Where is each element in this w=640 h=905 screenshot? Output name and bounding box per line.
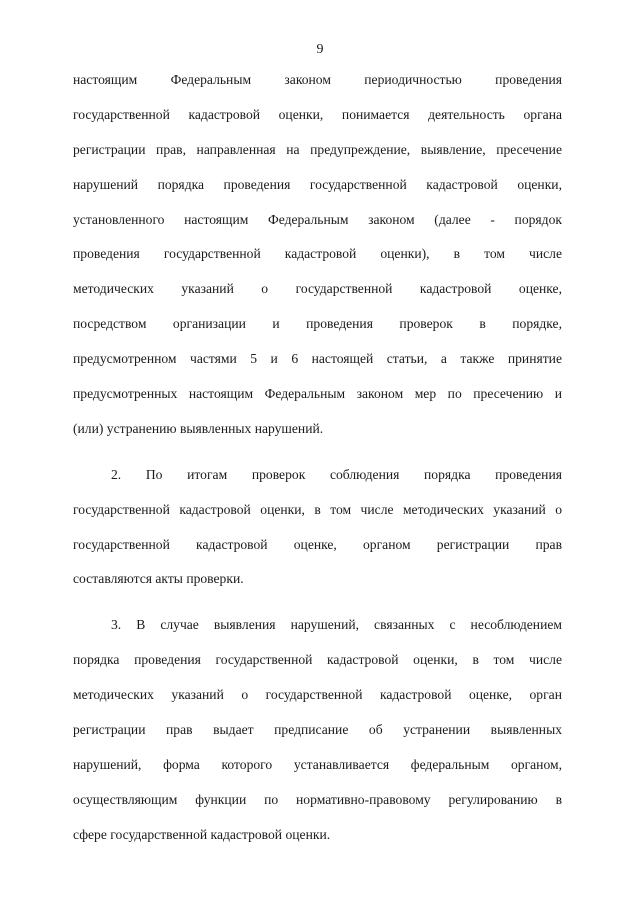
text-line: настоящим Федеральным законом периодичностью проведения <box>73 72 562 87</box>
paragraph-spacer <box>73 447 562 458</box>
text-line: 3. В случае выявления нарушений, связанных с несоблюдением <box>111 617 562 633</box>
text-line: предусмотренном частями 5 и 6 настоящей статьи, а также принятие <box>73 351 562 367</box>
text-line: порядка проведения государственной кадастровой оценки, в том числе <box>73 652 562 668</box>
text-line: предусмотренных настоящим Федеральным законом мер по пресечению и <box>73 386 562 402</box>
page-number: 9 <box>316 42 324 57</box>
text-line: составляются акты проверки. <box>73 571 244 587</box>
paragraph <box>73 63 562 447</box>
text-line: регистрации прав выдает предписание об устранении выявленных <box>73 722 562 738</box>
paragraph <box>73 608 562 852</box>
text-line: нарушений порядка проведения государственной кадастровой оценки, <box>73 176 562 192</box>
text-line: государственной кадастровой оценки, в том числе методических указаний о <box>73 501 562 517</box>
text-line: государственной кадастровой оценки, понимается деятельность органа <box>73 106 562 122</box>
text-line: сфере государственной кадастровой оценки. <box>73 826 331 842</box>
paragraph <box>73 458 562 598</box>
paragraph-spacer <box>73 597 562 608</box>
text-line: методических указаний о государственной кадастровой оценке, <box>73 281 562 297</box>
text-line: регистрации прав, направленная на предупреждение, выявление, пресечение <box>73 141 562 157</box>
text-line: осуществляющим функции по нормативно-правовому регулированию в <box>73 791 562 807</box>
text-line: методических указаний о государственной кадастровой оценке, орган <box>73 687 562 703</box>
text-line: установленного настоящим Федеральным законом (далее - порядок <box>73 211 562 227</box>
text-line: проведения государственной кадастровой оценки), в том числе <box>73 246 562 262</box>
text-line: (или) устранению выявленных нарушений. <box>73 420 324 436</box>
document-body <box>73 63 562 853</box>
text-line: нарушений, форма которого устанавливается федеральным органом, <box>73 756 562 772</box>
text-line: посредством организации и проведения проверок в порядке, <box>73 316 562 332</box>
text-line: 2. По итогам проверок соблюдения порядка проведения <box>111 466 562 482</box>
text-line: государственной кадастровой оценке, органом регистрации прав <box>73 536 562 552</box>
